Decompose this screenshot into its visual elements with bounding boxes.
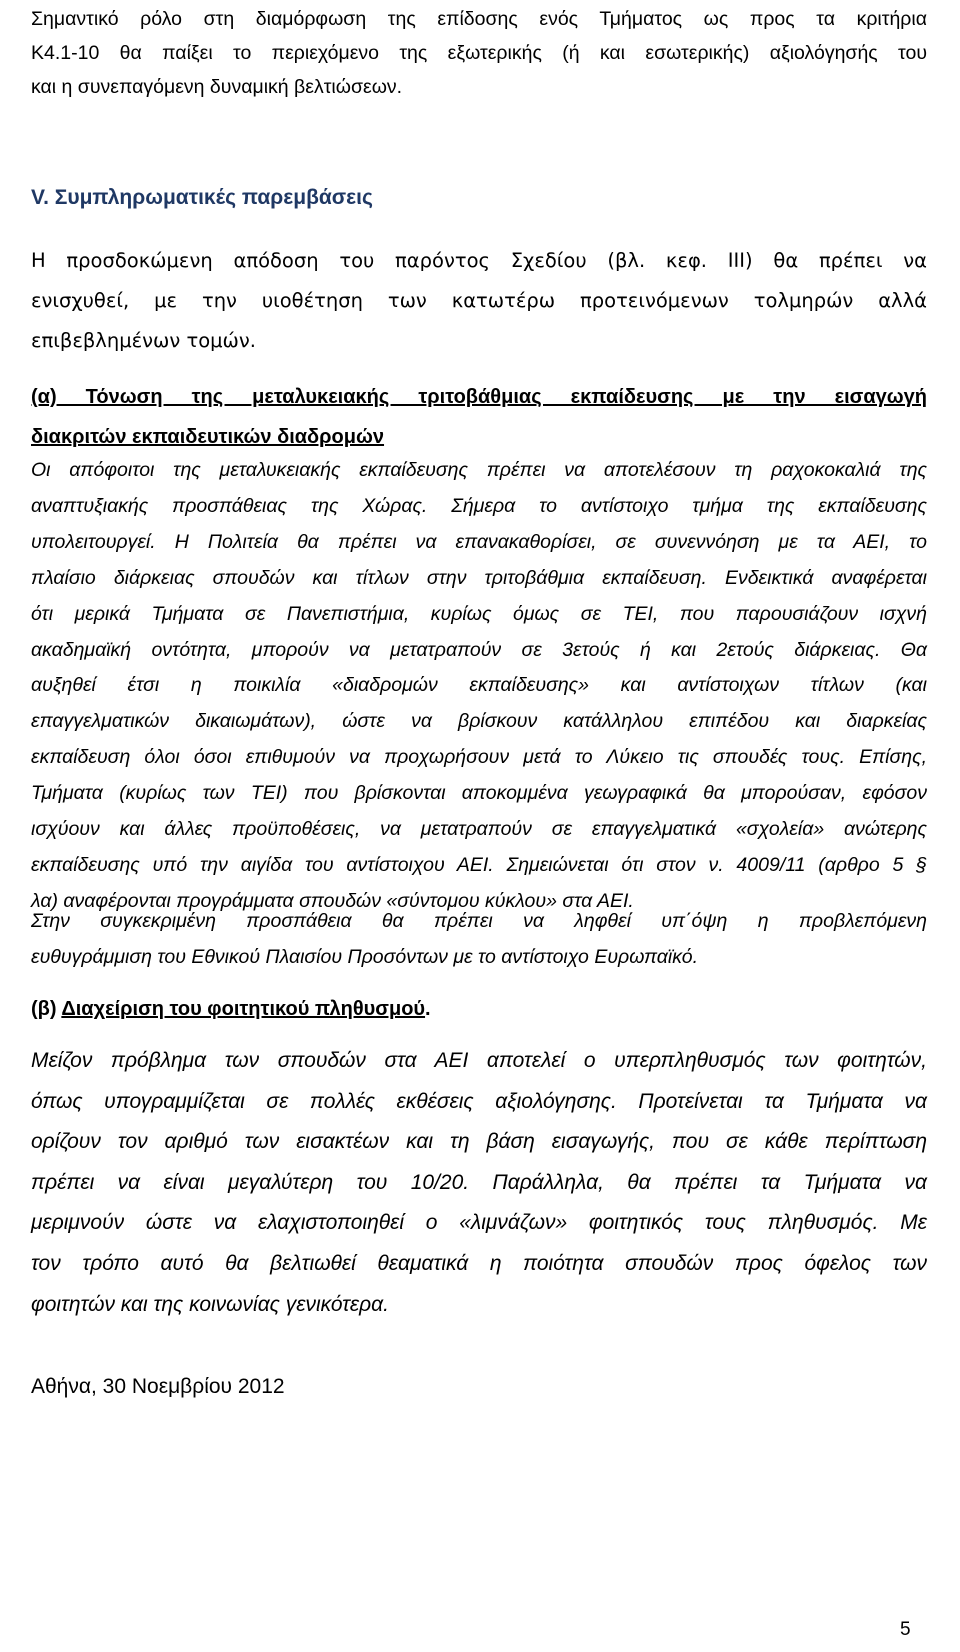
paragraph-b-line: Μείζον πρόβλημα των σπουδών στα ΑΕΙ αποτελεί ο υπερπληθυσμός των φοιτητών, (31, 1049, 927, 1072)
paragraph-a-line: Τμήματα (κυρίως των ΤΕΙ) που βρίσκονται αποκομμένα γεωγραφικά θα μπορούσαν, εφόσον (31, 782, 927, 805)
paragraph-a2 (31, 903, 927, 975)
heading-b-title: Διαχείριση του φοιτητικού πληθυσμού (61, 998, 426, 1020)
heading-a-line: (α) Τόνωση της μεταλυκειακής τριτοβάθμιας εκπαίδευσης με την εισαγωγή (31, 386, 927, 408)
paragraph-a-line: ισχύουν και άλλες προϋποθέσεις, να μετατραπούν σε επαγγελματικά «σχολεία» ανώτερης (31, 818, 927, 841)
heading-b (31, 994, 927, 1024)
paragraph-a-line: αυξηθεί έτσι η ποικιλία «διαδρομών εκπαίδευσης» και αντίστοιχων τίτλων (και (31, 674, 927, 697)
paragraph-b-line: πρέπει να είναι μεγαλύτερη του 10/20. Παράλληλα, θα πρέπει τα Τμήματα να (31, 1170, 927, 1194)
paragraph-b-line: φοιτητών και της κοινωνίας γενικότερα. (31, 1292, 389, 1316)
paragraph-b-line: όπως υπογραμμίζεται σε πολλές εκθέσεις αξιολόγησης. Προτείνεται τα Τμήματα να (31, 1089, 927, 1113)
section-v-heading: V. Συμπληρωματικές παρεμβάσεις (31, 186, 373, 209)
paragraph-a (31, 453, 927, 920)
paragraph-a-line: επαγγελματικών δικαιωμάτων), ώστε να βρίσκουν κατάλληλου επιπέδου και διαρκείας (31, 710, 927, 733)
intro-paragraph (31, 2, 927, 104)
heading-b-label: (β) (31, 998, 62, 1020)
intro-line: Σημαντικό ρόλο στη διαμόρφωση της επίδοσης ενός Τμήματος ως προς τα κριτήρια (31, 8, 927, 30)
paragraph-b-line: μεριμνούν ώστε να ελαχιστοποιηθεί ο «λιμνάζων» φοιτητικός τους πληθυσμός. Με (31, 1211, 927, 1235)
expectation-line: ενισχυθεί, με την υιοθέτηση των κατωτέρω προτεινόμενων τολμηρών αλλά (31, 289, 927, 312)
paragraph-a-line: αναπτυξιακής προσπάθειας της Χώρας. Σήμερα το αντίστοιχο τμήμα της εκπαίδευσης (31, 494, 927, 517)
paragraph-a-line: πλαίσιο διάρκειας σπουδών και τίτλων στην τριτοβάθμια εκπαίδευση. Ενδεικτικά αναφέρεται (31, 566, 927, 589)
intro-line: και η συνεπαγόμενη δυναμική βελτιώσεων. (31, 76, 403, 98)
page-number: 5 (900, 1619, 911, 1640)
paragraph-a2-line: ευθυγράμμιση του Εθνικού Πλαισίου Προσόντων με το αντίστοιχο Ευρωπαϊκό. (31, 946, 698, 968)
intro-line: Κ4.1-10 θα παίξει το περιεχόμενο της εξωτερικής (ή και εσωτερικής) αξιολόγησής του (31, 42, 927, 64)
paragraph-b (31, 1041, 927, 1325)
paragraph-a-line: Οι απόφοιτοι της μεταλυκειακής εκπαίδευσης πρέπει να αποτελέσουν τη ραχοκοκαλιά της (31, 459, 927, 481)
expectation-line: Η προσδοκώμενη απόδοση του παρόντος Σχεδίου (βλ. κεφ. ΙΙΙ) θα πρέπει να (31, 249, 927, 272)
heading-a-line: διακριτών εκπαιδευτικών διαδρομών (31, 426, 385, 448)
paragraph-a2-line: Στην συγκεκριμένη προσπάθεια θα πρέπει να ληφθεί υπ΄όψη η προβλεπόμενη (31, 910, 927, 932)
heading-b-suffix: . (425, 998, 431, 1020)
paragraph-a-line: εκπαίδευση όλοι όσοι επιθυμούν να προχωρήσουν μετά το Λύκειο τις σπουδές τους. Επίσης, (31, 746, 927, 769)
paragraph-b-line: ορίζουν τον αριθμό των εισακτέων και τη βάση εισαγωγής, που σε κάθε περίπτωση (31, 1130, 927, 1154)
signature-date: Αθήνα, 30 Νοεμβρίου 2012 (31, 1375, 285, 1398)
paragraph-b-line: τον τρόπο αυτό θα βελτιωθεί θεαματικά η ποιότητα σπουδών προς όφελος των (31, 1251, 927, 1275)
paragraph-a-line: εκπαίδευσης υπό την αιγίδα του αντίστοιχου ΑΕΙ. Σημειώνεται ότι στον ν. 4009/11 (αρθρο 5 § (31, 853, 927, 876)
expectation-paragraph (31, 241, 927, 361)
paragraph-a-line: υπολειτουργεί. Η Πολιτεία θα πρέπει να επανακαθορίσει, σε συνεννόηση με τα ΑΕΙ, το (31, 530, 927, 553)
paragraph-a-line: ότι μερικά Τμήματα σε Πανεπιστήμια, κυρίως όμως σε ΤΕΙ, που παρουσιάζουν ισχνή (31, 602, 927, 625)
expectation-line: επιβεβλημένων τομών. (31, 329, 256, 352)
paragraph-a-line: λα) αναφέρονται προγράμματα σπουδών «σύντομου κύκλου» στα ΑΕΙ. (31, 889, 634, 912)
paragraph-a-line: ακαδημαϊκή οντότητα, μπορούν να μετατραπούν σε 3ετούς ή και 2ετούς διάρκειας. Θα (31, 638, 927, 661)
heading-a (31, 377, 927, 457)
